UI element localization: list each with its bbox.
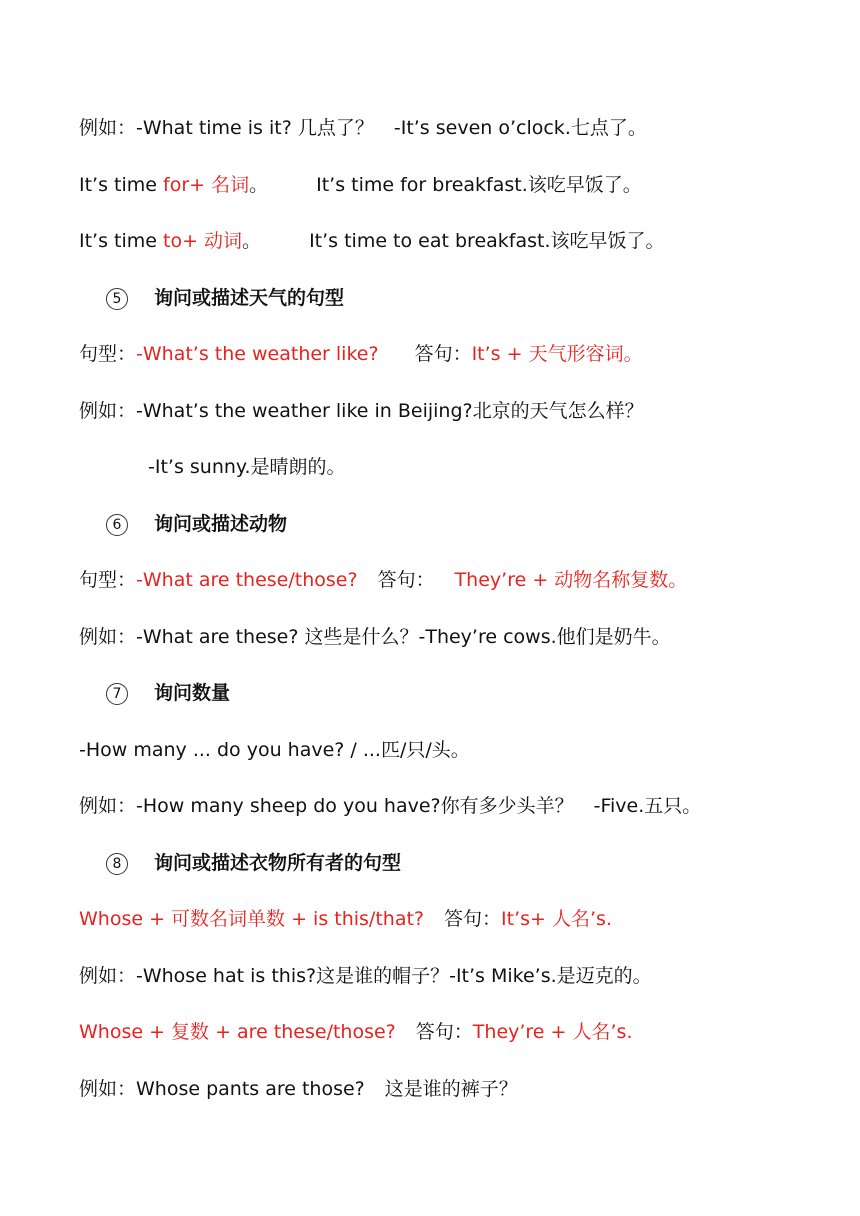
- weather-example-line: [79, 394, 644, 428]
- time-to-prefix: It’s time: [79, 230, 163, 252]
- section-title: 询问或描述衣物所有者的句型: [154, 852, 402, 874]
- time-for-prefix: It’s time: [79, 174, 163, 196]
- section-number-badge: 5: [106, 288, 128, 310]
- time-for-example: It’s time for breakfast.该吃早饭了。: [316, 174, 642, 196]
- weather-example-question: 例如：-What’s the weather like in Beijing?北京的天气怎么样？: [79, 400, 644, 422]
- weather-example-answer: -It’s sunny.是晴朗的。: [148, 456, 346, 478]
- weather-answer: It’s + 天气形容词。: [471, 343, 643, 365]
- weather-example-answer-line: [148, 450, 346, 484]
- time-to-pattern: to+ 动词: [163, 230, 243, 252]
- section-number-badge: 6: [106, 514, 128, 536]
- section-heading-quantity: [106, 676, 230, 710]
- quantity-example-answer: -Five.五只。: [593, 795, 702, 817]
- time-for-period: 。: [249, 174, 269, 196]
- quantity-pattern-line: [79, 733, 470, 767]
- animals-pattern-line: [79, 563, 687, 597]
- pattern-label: 句型：: [79, 569, 137, 591]
- owner-plural-example-line: [79, 1072, 518, 1106]
- quantity-example-line: [79, 789, 701, 823]
- section-heading-weather: [106, 281, 344, 315]
- pattern-label: 句型：: [79, 343, 137, 365]
- owner-plural-answer: They’re + 人名’s.: [472, 1021, 633, 1043]
- animals-example: 例如：-What are these? 这些是什么？-They’re cows.他们是奶牛。: [79, 626, 671, 648]
- example-time-question: 例如：-What time is it? 几点了？: [79, 117, 374, 139]
- section-number-badge: 7: [106, 683, 128, 705]
- owner-plural-question: Whose + 复数 + are these/those?: [79, 1021, 396, 1043]
- owner-plural-example-translation: 这是谁的裤子？: [384, 1078, 518, 1100]
- section-number-badge: 8: [106, 853, 128, 875]
- weather-question: -What’s the weather like?: [136, 343, 379, 365]
- time-for-pattern: for+ 名词: [163, 174, 250, 196]
- example-time-answer: -It’s seven o’clock.七点了。: [393, 117, 647, 139]
- time-for-line: [79, 168, 642, 202]
- section-heading-owner: [106, 846, 401, 880]
- owner-singular-example-line: [79, 959, 652, 993]
- quantity-example-question: 例如：-How many sheep do you have?你有多少头羊？: [79, 795, 574, 817]
- answer-label: 答句：: [377, 569, 435, 591]
- time-to-period: 。: [242, 230, 262, 252]
- time-to-line: [79, 224, 665, 258]
- owner-plural-example-question: 例如：Whose pants are those?: [79, 1078, 365, 1100]
- quantity-pattern: -How many ... do you have? / ...匹/只/头。: [79, 739, 470, 761]
- answer-label: 答句：: [444, 908, 502, 930]
- example-time-line: [79, 111, 647, 145]
- owner-singular-question: Whose + 可数名词单数 + is this/that?: [79, 908, 424, 930]
- time-to-example: It’s time to eat breakfast.该吃早饭了。: [309, 230, 665, 252]
- owner-plural-pattern-line: [79, 1015, 632, 1049]
- section-title: 询问数量: [154, 682, 231, 704]
- section-heading-animals: [106, 507, 287, 541]
- owner-singular-pattern-line: [79, 902, 612, 936]
- section-title: 询问或描述动物: [154, 513, 288, 535]
- animals-answer: They’re + 动物名称复数。: [454, 569, 688, 591]
- answer-label: 答句：: [414, 343, 472, 365]
- answer-label: 答句：: [415, 1021, 473, 1043]
- animals-question: -What are these/those?: [136, 569, 358, 591]
- weather-pattern-line: [79, 337, 643, 371]
- section-title: 询问或描述天气的句型: [154, 287, 345, 309]
- owner-singular-answer: It’s+ 人名’s.: [501, 908, 612, 930]
- animals-example-line: [79, 620, 671, 654]
- owner-singular-example: 例如：-Whose hat is this?这是谁的帽子？-It’s Mike’s.是迈克的。: [79, 965, 652, 987]
